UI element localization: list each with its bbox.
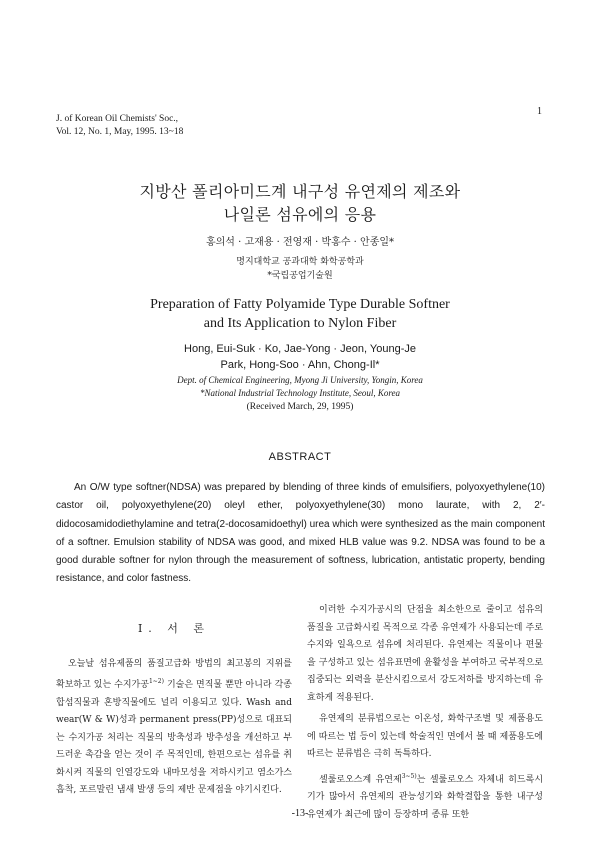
right-column [307,602,543,828]
intro-paragraph-1-text-a: 오늘날 섬유제품의 품질고급화 방법의 최고봉의 지위를 확보하고 있는 수지가공 [56,658,292,690]
korean-title-line-2: 나일론 섬유에의 응용 [223,205,377,224]
korean-affiliation-line-2: *국립공업기술원 [267,271,333,281]
abstract-heading: ABSTRACT [268,451,332,463]
journal-citation [56,113,183,139]
journal-line-2: Vol. 12, No. 1, May, 1995. 13~18 [56,127,184,137]
english-authors-line-1: Hong, Eui-Suk · Ko, Jae-Yong · Jeon, Young-Je [184,343,416,355]
citation-superscript: 1~2) [148,678,164,685]
english-authors [0,341,600,373]
page-footer-number: -13- [291,808,309,819]
left-column [56,600,292,804]
english-title-line-2: and Its Application to Nylon Fiber [203,316,397,331]
korean-affiliation [0,255,600,283]
intro-paragraph-4-text-b: 는 셀룰로오스 자체내 히드록시기가 많아서 유연제의 관능성기와 화학결합을 통한 내구성 유연제가 최근에 많이 등장하며 종류 또한 [307,774,544,820]
korean-authors: 홍의석 · 고재용 · 전영재 · 박홍수 · 안종일* [205,237,395,248]
english-affiliation [0,374,600,400]
intro-paragraph-1-text-b: 기술은 면직물 뿐만 아니라 각종 합섬직물과 혼방직물에도 널리 이용되고 있다. Wash and wear(W & W)성과 permanent press(PP)성으로 대표되는 수지가공 처리는 직물의 방축성과 방추성을 개선하고 부드러운 촉감을 얻는 것이 주 목적인데, 한편으로는 섬유를 취화시켜 직물의 인열강도와 내마모성을 저하시키고 염소가스 흡착, 포르말린 냄새 발생 등의 제반 문제점을 야기시킨다. [56,680,292,795]
journal-line-1: J. of Korean Oil Chemists' Soc., [56,114,179,124]
korean-title-line-1: 지방산 폴리아미드계 내구성 유연제의 제조와 [139,182,461,201]
citation-superscript: 3~5) [401,772,417,780]
english-title [0,295,600,333]
intro-paragraph-1 [56,656,292,800]
intro-paragraph-4-text-a: 셀룰로오스계 유연제 [319,774,402,785]
english-title-line-1: Preparation of Fatty Polyamide Type Durable Softner [150,297,450,312]
korean-affiliation-line-1: 명지대학교 공과대학 화학공학과 [236,257,364,267]
received-date: (Received March, 29, 1995) [246,402,354,412]
introduction-heading: I. 서 론 [137,622,211,635]
page-number: 1 [537,106,542,117]
english-affiliation-line-2: *National Industrial Technology Institute, Seoul, Korea [199,388,401,398]
intro-paragraph-2: 이러한 수지가공시의 단점을 최소한으로 줄이고 섬유의 품질을 고급화시킬 목적으로 각종 유연제가 사용되는데 주로 수지와 일욕으로 섬유에 처리된다. 유연제는 직물이나 편물을 구성하고 있는 섬유표면에 윤활성을 부여하고 국부적으로 집중되는 외력을 분산시킴으로서 강도저하를 방지하는데 유효하게 적용된다. [307,605,543,703]
korean-title [0,180,600,226]
intro-paragraph-3: 유연제의 분류법으로는 이온성, 화학구조별 및 제품용도에 따르는 법 등이 있는데 학술적인 면에서 볼 때 제품용도에 따르는 분류법은 극히 독특하다. [307,714,543,759]
english-authors-line-2: Park, Hong-Soo · Ahn, Chong-Il* [220,359,380,371]
english-affiliation-line-1: Dept. of Chemical Engineering, Myong Ji University, Yongin, Korea [177,375,423,385]
abstract-body: An O/W type softner(NDSA) was prepared by blending of three kinds of emulsifiers, polyoxyethylene(10) castor oil, polyoxyethylene(20) oleyl ether, polyoxyethylene(30) mono laurate, with 2, 2′-didocosamidodiethylamine and tetra(2-docosamidoethyl) urea which were synthesized as the main component of a softner. Emulsion stability of NDSA was good, and mixed HLB value was 9.2. NDSA was found to be a good durable softner for nylon through the measurement of softness, lubrication, antistatic property, bending resistance, and color fastness. [56,482,545,585]
